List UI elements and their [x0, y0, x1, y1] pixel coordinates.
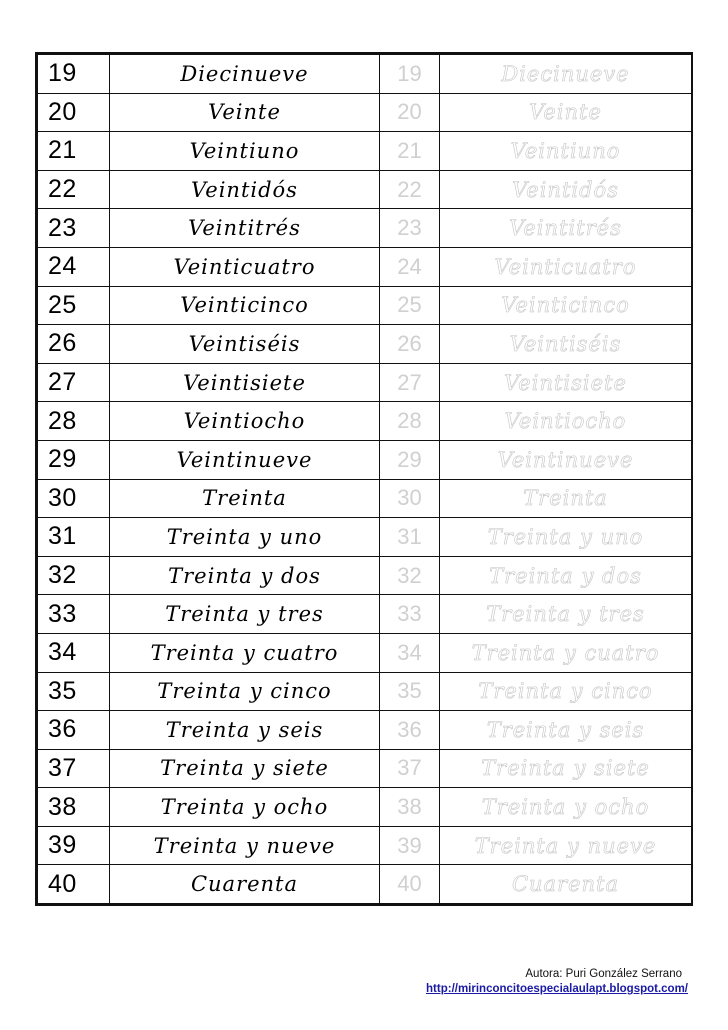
table-row — [38, 55, 692, 94]
table-row — [38, 672, 692, 711]
trace-number-cell: 30 — [380, 479, 440, 518]
trace-number-cell: 39 — [380, 826, 440, 865]
number-cell: 28 — [38, 402, 110, 441]
trace-word-cell: Veintiuno — [440, 132, 692, 171]
table-row — [38, 479, 692, 518]
table-row — [38, 325, 692, 364]
trace-number-cell: 34 — [380, 633, 440, 672]
trace-number-cell: 25 — [380, 286, 440, 325]
word-cell: Veintiséis — [110, 325, 380, 364]
number-cell: 34 — [38, 633, 110, 672]
trace-number-cell: 29 — [380, 440, 440, 479]
number-cell: 33 — [38, 595, 110, 634]
table-row — [38, 711, 692, 750]
number-cell: 29 — [38, 440, 110, 479]
trace-word-cell: Treinta y dos — [440, 556, 692, 595]
trace-word-cell: Veinticuatro — [440, 247, 692, 286]
numbers-table — [37, 54, 692, 904]
number-cell: 40 — [38, 865, 110, 904]
trace-word-cell: Treinta — [440, 479, 692, 518]
table-row — [38, 363, 692, 402]
trace-word-cell: Veintinueve — [440, 440, 692, 479]
number-cell: 36 — [38, 711, 110, 750]
trace-number-cell: 23 — [380, 209, 440, 248]
table-row — [38, 749, 692, 788]
author-credit: Autora: Puri González Serrano — [525, 968, 682, 980]
trace-word-cell: Cuarenta — [440, 865, 692, 904]
trace-number-cell: 27 — [380, 363, 440, 402]
trace-word-cell: Veintitrés — [440, 209, 692, 248]
number-cell: 35 — [38, 672, 110, 711]
table-row — [38, 170, 692, 209]
word-cell: Veinticinco — [110, 286, 380, 325]
trace-word-cell: Veintiocho — [440, 402, 692, 441]
trace-number-cell: 19 — [380, 55, 440, 94]
trace-number-cell: 20 — [380, 93, 440, 132]
table-row — [38, 595, 692, 634]
table-row — [38, 286, 692, 325]
word-cell: Veinticuatro — [110, 247, 380, 286]
trace-number-cell: 38 — [380, 788, 440, 827]
number-cell: 19 — [38, 55, 110, 94]
table-row — [38, 633, 692, 672]
word-cell: Treinta y siete — [110, 749, 380, 788]
word-cell: Veintinueve — [110, 440, 380, 479]
trace-word-cell: Treinta y ocho — [440, 788, 692, 827]
trace-number-cell: 28 — [380, 402, 440, 441]
trace-word-cell: Veinte — [440, 93, 692, 132]
trace-number-cell: 35 — [380, 672, 440, 711]
word-cell: Treinta y uno — [110, 518, 380, 557]
blog-link[interactable]: http://mirinconcitoespecialaulapt.blogspot.com/ — [426, 983, 688, 995]
trace-number-cell: 40 — [380, 865, 440, 904]
word-cell: Cuarenta — [110, 865, 380, 904]
table-row — [38, 132, 692, 171]
trace-word-cell: Treinta y seis — [440, 711, 692, 750]
word-cell: Treinta y cinco — [110, 672, 380, 711]
number-cell: 27 — [38, 363, 110, 402]
trace-number-cell: 31 — [380, 518, 440, 557]
trace-number-cell: 26 — [380, 325, 440, 364]
word-cell: Veintiuno — [110, 132, 380, 171]
number-cell: 38 — [38, 788, 110, 827]
word-cell: Treinta y seis — [110, 711, 380, 750]
trace-word-cell: Veintidós — [440, 170, 692, 209]
trace-word-cell: Veintiséis — [440, 325, 692, 364]
credits-footer — [426, 967, 688, 997]
number-cell: 22 — [38, 170, 110, 209]
trace-number-cell: 33 — [380, 595, 440, 634]
word-cell: Veinte — [110, 93, 380, 132]
word-cell: Diecinueve — [110, 55, 380, 94]
numbers-table-body — [38, 55, 692, 904]
number-cell: 26 — [38, 325, 110, 364]
word-cell: Treinta y dos — [110, 556, 380, 595]
number-cell: 23 — [38, 209, 110, 248]
number-cell: 31 — [38, 518, 110, 557]
trace-word-cell: Treinta y cinco — [440, 672, 692, 711]
number-cell: 20 — [38, 93, 110, 132]
trace-word-cell: Veinticinco — [440, 286, 692, 325]
word-cell: Veintisiete — [110, 363, 380, 402]
trace-word-cell: Treinta y siete — [440, 749, 692, 788]
word-cell: Treinta y tres — [110, 595, 380, 634]
trace-number-cell: 37 — [380, 749, 440, 788]
word-cell: Veintidós — [110, 170, 380, 209]
table-row — [38, 247, 692, 286]
number-cell: 30 — [38, 479, 110, 518]
table-row — [38, 93, 692, 132]
table-row — [38, 209, 692, 248]
word-cell: Treinta y nueve — [110, 826, 380, 865]
table-row — [38, 865, 692, 904]
trace-word-cell: Veintisiete — [440, 363, 692, 402]
trace-number-cell: 32 — [380, 556, 440, 595]
trace-number-cell: 36 — [380, 711, 440, 750]
trace-word-cell: Treinta y nueve — [440, 826, 692, 865]
word-cell: Veintitrés — [110, 209, 380, 248]
table-row — [38, 788, 692, 827]
number-cell: 37 — [38, 749, 110, 788]
trace-word-cell: Treinta y tres — [440, 595, 692, 634]
word-cell: Treinta — [110, 479, 380, 518]
trace-number-cell: 24 — [380, 247, 440, 286]
table-row — [38, 440, 692, 479]
number-cell: 39 — [38, 826, 110, 865]
table-row — [38, 826, 692, 865]
number-cell: 25 — [38, 286, 110, 325]
trace-number-cell: 22 — [380, 170, 440, 209]
word-cell: Veintiocho — [110, 402, 380, 441]
word-cell: Treinta y ocho — [110, 788, 380, 827]
trace-word-cell: Treinta y cuatro — [440, 633, 692, 672]
worksheet-table-frame — [35, 52, 693, 906]
trace-number-cell: 21 — [380, 132, 440, 171]
table-row — [38, 518, 692, 557]
number-cell: 32 — [38, 556, 110, 595]
trace-word-cell: Diecinueve — [440, 55, 692, 94]
number-cell: 24 — [38, 247, 110, 286]
trace-word-cell: Treinta y uno — [440, 518, 692, 557]
word-cell: Treinta y cuatro — [110, 633, 380, 672]
table-row — [38, 402, 692, 441]
table-row — [38, 556, 692, 595]
number-cell: 21 — [38, 132, 110, 171]
